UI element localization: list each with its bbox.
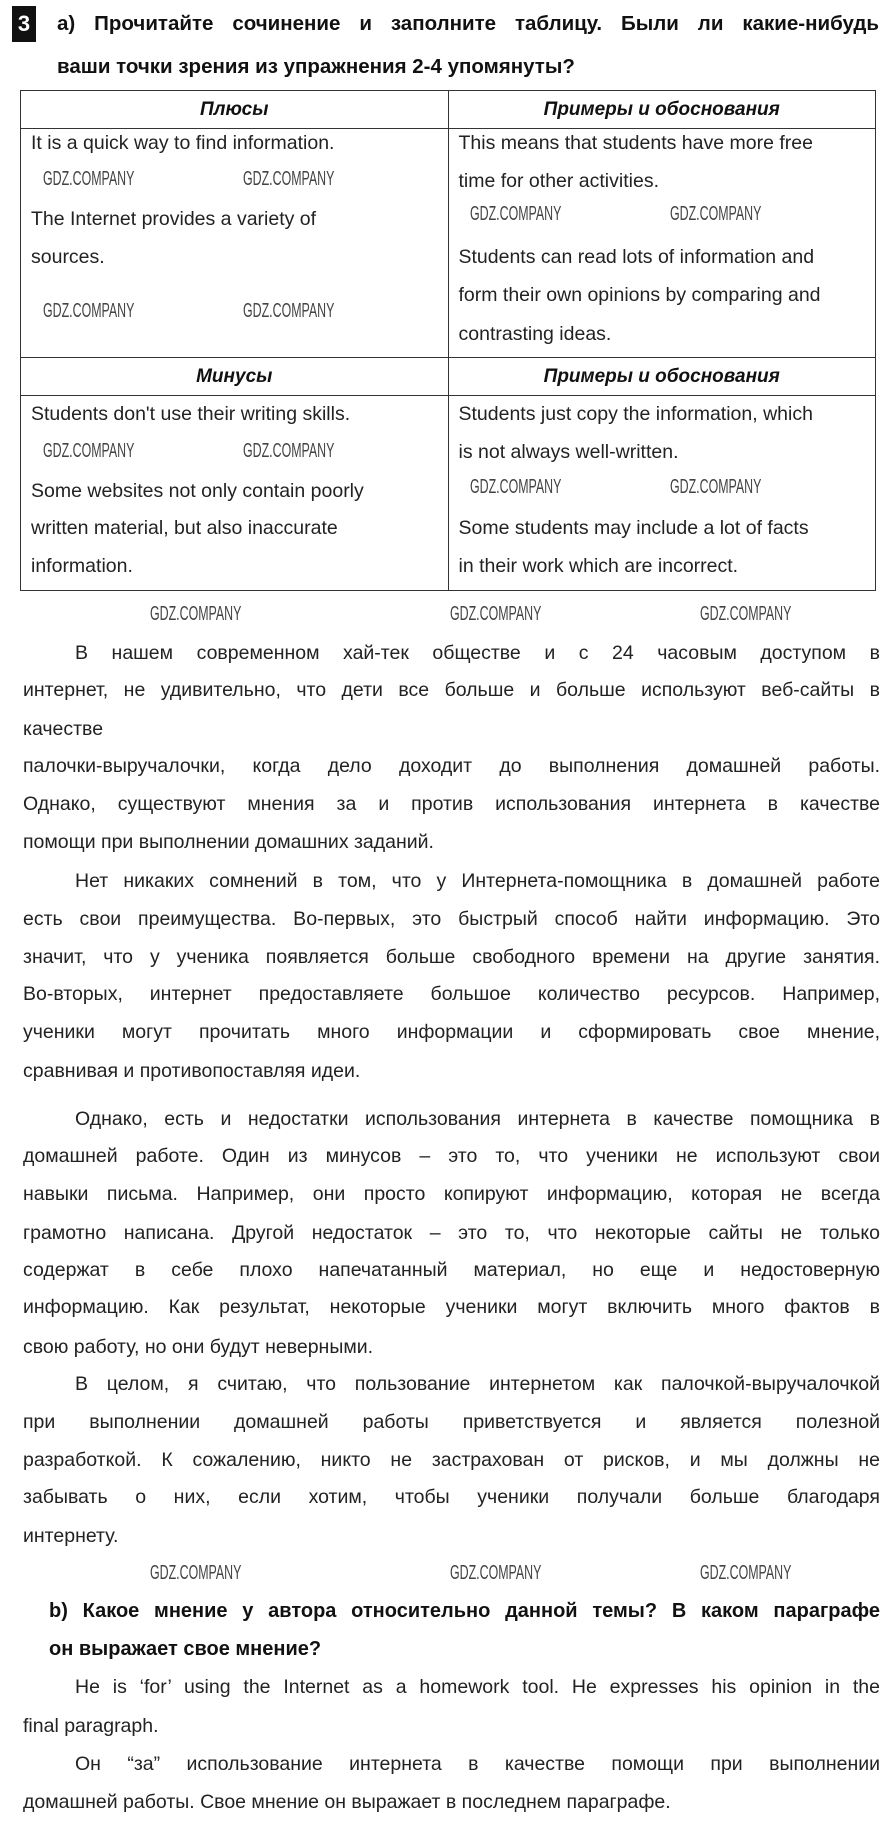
pros-item: The Internet provides a variety of [31,208,317,230]
watermark: GDZ.COMPANY [43,440,135,462]
essay-line: Во-вторых, интернет предоставляете большое количество ресурсов. Например, [23,983,880,1005]
example-item: This means that students have more free [458,132,813,154]
watermark: GDZ.COMPANY [670,476,762,498]
watermark: GDZ.COMPANY [243,168,335,190]
cons-item: written material, but also inaccurate [31,517,338,539]
essay-line: Однако, существуют мнения за и против использования интернета в качестве [23,793,880,815]
essay-line: помощи при выполнении домашних заданий. [23,831,434,853]
essay-line: забывать о них, если хотим, чтобы ученики получали больше благодаря [23,1486,880,1508]
essay-line: Нет никаких сомнений в том, что у Интернета-помощника в домашней работе [75,870,880,892]
task-number-badge: 3 [12,6,36,42]
essay-line: В целом, я считаю, что пользование интернетом как палочкой-выручалочкой [75,1373,880,1395]
cons-cell [21,396,448,590]
essay-line: Однако, есть и недостатки использования интернета в качестве помощника в [75,1108,880,1130]
watermark: GDZ.COMPANY [470,476,562,498]
essay-line: при выполнении домашней работы приветствуется и является полезной [23,1411,880,1433]
cons-item: Students don't use their writing skills. [31,403,351,425]
essay-line: палочки-выручалочки, когда дело доходит до выполнения домашней работы. [23,755,880,777]
essay-line: В нашем современном хай-тек обществе и с 24 часовым доступом в [75,642,880,664]
essay-line: грамотно написана. Другой недостаток – это то, что некоторые сайты не только [23,1222,880,1244]
essay-line: ученики могут прочитать много информации и сформировать свое мнение, [23,1021,880,1043]
example-item: Students can read lots of information and [458,246,815,268]
example-item: form their own opinions by comparing and [458,284,821,306]
example-item: contrasting ideas. [458,323,612,345]
watermark: GDZ.COMPANY [700,1562,792,1584]
pros-item: It is a quick way to find information. [31,132,335,154]
essay-line: домашней работе. Один из минусов – это то, что ученики не используют свои [23,1145,880,1167]
example-item: in their work which are incorrect. [458,555,739,577]
essay-line: разработкой. К сожалению, никто не застрахован от рисков, и мы должны не [23,1449,880,1471]
watermark: GDZ.COMPANY [43,168,135,190]
essay-line: сравнивая и противопоставляя идеи. [23,1060,361,1082]
cons-examples-header: Примеры и обоснования [448,358,876,396]
cons-item: information. [31,555,133,577]
pros-cell [21,129,448,357]
question-b-line1: b) Какое мнение у автора относительно данной темы? В каком параграфе [49,1600,880,1622]
watermark: GDZ.COMPANY [43,300,135,322]
essay-line: информацию. Как результат, некоторые ученики могут включить много фактов в [23,1296,880,1318]
watermark: GDZ.COMPANY [450,603,542,625]
essay-line: интернету. [23,1525,119,1547]
essay-line: интернет, не удивительно, что дети все больше и больше используют веб-сайты в [23,679,880,701]
pros-cons-table [20,90,876,591]
watermark: GDZ.COMPANY [243,300,335,322]
answer-ru-line1: Он “за” использование интернета в качестве помощи при выполнении [75,1753,880,1775]
pros-examples-cell [449,129,876,357]
example-item: Students just copy the information, which [458,403,813,425]
essay-line: свою работу, но они будут неверными. [23,1336,374,1358]
essay-line: качестве [23,718,104,740]
pros-item: sources. [31,246,105,268]
watermark: GDZ.COMPANY [150,1562,242,1584]
answer-en-line2: final paragraph. [23,1715,159,1737]
essay-line: содержат в себе плохо напечатанный материал, но еще и недостоверную [23,1259,880,1281]
cons-header: Минусы [21,358,449,396]
essay-line: значит, что у ученика появляется больше свободного времени на другие занятия. [23,946,880,968]
cons-item: Some websites not only contain poorly [31,480,364,502]
watermark: GDZ.COMPANY [150,603,242,625]
essay-line: навыки письма. Например, они просто копируют информацию, которая не всегда [23,1183,880,1205]
example-item: is not always well-written. [458,441,679,463]
question-b-line2: он выражает свое мнение? [49,1638,322,1660]
task-title-line1: a) Прочитайте сочинение и заполните таблицу. Были ли какие-нибудь [57,12,879,35]
watermark: GDZ.COMPANY [470,203,562,225]
watermark: GDZ.COMPANY [243,440,335,462]
pros-examples-header: Примеры и обоснования [448,91,876,129]
watermark: GDZ.COMPANY [450,1562,542,1584]
example-item: time for other activities. [458,170,659,192]
watermark: GDZ.COMPANY [670,203,762,225]
example-item: Some students may include a lot of facts [458,517,809,539]
task-title-line2: ваши точки зрения из упражнения 2-4 упомянуты? [57,55,575,78]
answer-ru-line2: домашней работы. Свое мнение он выражает в последнем параграфе. [23,1791,671,1813]
answer-en-line1: He is ‘for’ using the Internet as a homework tool. He expresses his opinion in the [75,1676,880,1698]
essay-line: есть свои преимущества. Во-первых, это быстрый способ найти информацию. Это [23,908,880,930]
watermark: GDZ.COMPANY [700,603,792,625]
pros-header: Плюсы [21,91,449,129]
